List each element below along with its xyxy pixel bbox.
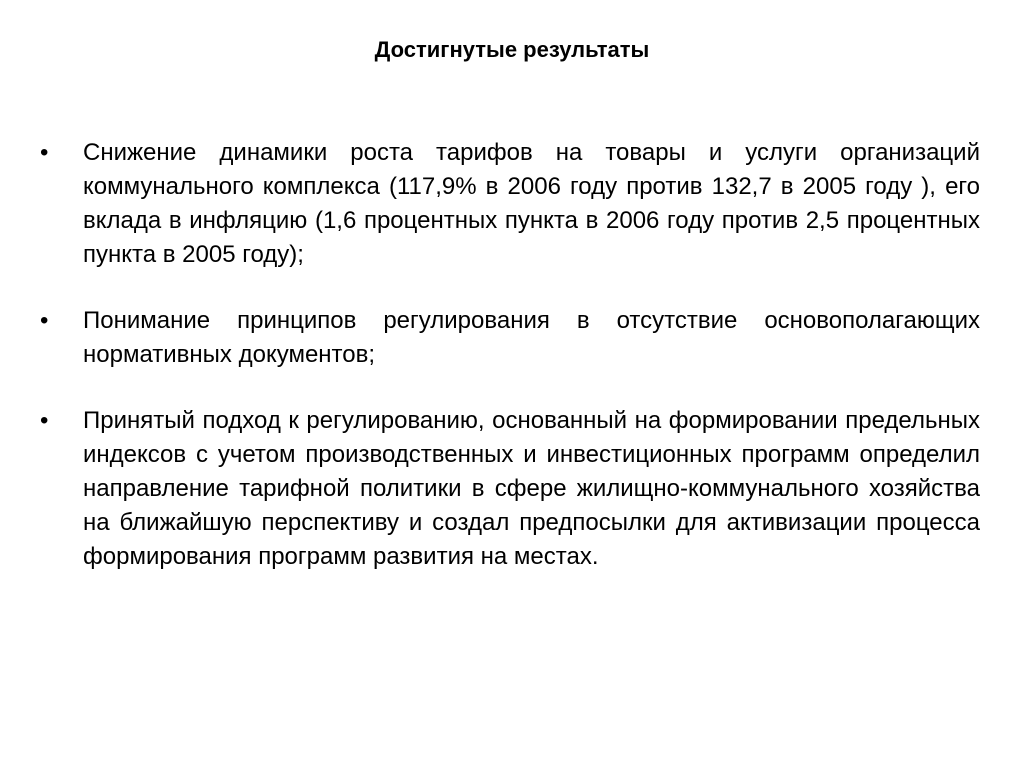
bullet-marker: • [40,139,49,166]
bullet-item-regulation-approach [40,404,980,574]
bullet-item-regulation-principles [40,304,980,372]
slide-title: Достигнутые результаты [374,37,650,62]
bullet-text: Понимание принципов регулирования в отсутствие основополагающих нормативных документов; [83,307,980,368]
bullet-marker: • [40,407,49,434]
bullet-list [40,136,980,606]
bullet-text: Снижение динамики роста тарифов на товары и услуги организаций коммунального комплекса (117,9% в 2006 году против 132,7 в 2005 году ), его вклада в инфляцию (1,6 процентных пункта в 2006 году против 2,5 процентных пункта в 2005 году); [83,139,980,268]
bullet-item-tariff-dynamics [40,136,980,272]
bullet-marker: • [40,307,49,334]
bullet-text: Принятый подход к регулированию, основанный на формировании предельных индексов с учетом производственных и инвестиционных программ определил направление тарифной политики в сфере жилищно-коммунального хозяйства на ближайшую перспективу и создал предпосылки для активизации процесса формирования программ развития на местах. [83,407,980,570]
